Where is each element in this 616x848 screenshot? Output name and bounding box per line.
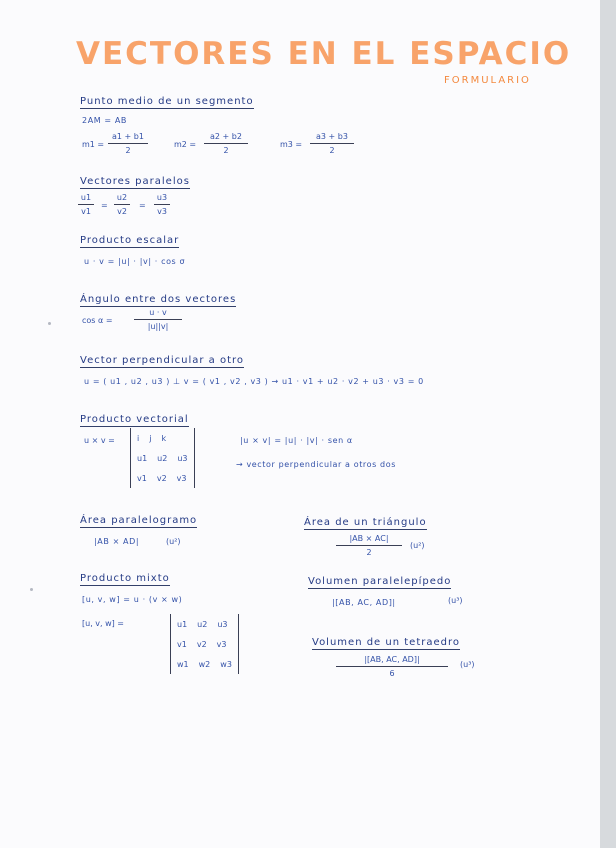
heading-producto-vectorial: Producto vectorial [80,414,189,425]
equals-sign: = [139,201,146,210]
parallelepiped-volume: |[AB, AC, AD]| [332,598,396,607]
matrix-row [137,428,188,448]
matrix-row [177,634,232,654]
triangle-numerator: |AB × AC| [349,534,389,543]
matrix-cell: i [137,433,140,443]
m3-fraction [310,132,354,155]
fraction-bar [310,143,354,144]
matrix-cell: w2 [198,659,211,669]
matrix-row [177,654,232,674]
matrix-cell: v3 [216,639,227,649]
m2-label: m2 = [174,140,197,149]
paper-speck [30,588,33,591]
tetrahedron-denominator: 6 [389,669,395,678]
heading-volumen-paralelepipedo: Volumen paralelepípedo [308,576,452,587]
tetrahedron-unit: (u³) [460,660,475,669]
matrix-cell: k [161,433,167,443]
ratio-1 [78,193,94,216]
m2-denominator: 2 [223,146,229,155]
ratio-3-num: u3 [156,193,168,202]
parallelogram-unit: (u²) [166,537,181,546]
page-subtitle: FORMULARIO [444,75,531,86]
dot-product-formula: u · v = |u| · |v| · cos σ [84,257,186,266]
matrix-cell: v1 [137,473,147,483]
cross-note: → vector perpendicular a otros dos [236,460,396,469]
matrix-cell: u3 [217,619,228,629]
matrix-cell: u1 [177,619,188,629]
ratio-1-num: u1 [80,193,92,202]
matrix-cell: w3 [220,659,232,669]
fraction-bar [204,143,248,144]
angle-lhs: cos α = [82,316,113,325]
m2-numerator: a2 + b2 [210,132,242,141]
fraction-bar [114,204,130,205]
ratio-1-den: v1 [81,207,91,216]
matrix-row [137,468,188,488]
triangle-fraction [336,534,402,557]
m1-fraction [108,132,148,155]
matrix-cell: v1 [177,639,187,649]
angle-numerator: u · v [149,308,167,317]
midpoint-equation: 2AM = AB [82,116,128,125]
angle-denominator: |u||v| [147,322,169,331]
paper-speck [48,322,51,325]
ratio-2-num: u2 [116,193,128,202]
m2-fraction [204,132,248,155]
m3-label: m3 = [280,140,303,149]
triangle-denominator: 2 [366,548,372,557]
cross-determinant [130,428,195,488]
fraction-bar [134,319,182,320]
heading-punto-medio: Punto medio de un segmento [80,96,254,107]
page-title: VECTORES EN EL ESPACIO [76,36,572,72]
parallelogram-area: |AB × AD| [94,537,140,546]
matrix-cell: j [149,433,152,443]
heading-vectores-paralelos: Vectores paralelos [80,176,190,187]
matrix-cell: u3 [177,453,188,463]
parallelepiped-unit: (u³) [448,596,463,605]
m3-denominator: 2 [329,146,335,155]
m3-numerator: a3 + b3 [316,132,348,141]
fraction-bar [78,204,94,205]
m1-numerator: a1 + b1 [112,132,144,141]
matrix-cell: v2 [196,639,207,649]
matrix-cell: u1 [137,453,148,463]
heading-volumen-tetraedro: Volumen de un tetraedro [312,637,460,648]
matrix-cell: w1 [177,659,189,669]
ratio-3-den: v3 [157,207,167,216]
matrix-cell: u2 [157,453,168,463]
heading-area-triangulo: Área de un triángulo [304,517,427,528]
matrix-row [177,614,232,634]
equals-sign: = [101,201,108,210]
fraction-bar [336,545,402,546]
matrix-cell: v2 [156,473,167,483]
triple-determinant [170,614,239,674]
angle-fraction [134,308,182,331]
fraction-bar [336,666,448,667]
tetrahedron-fraction [336,655,448,678]
m1-denominator: 2 [125,146,131,155]
heading-perpendicular: Vector perpendicular a otro [80,355,245,366]
fraction-bar [154,204,170,205]
heading-angulo: Ángulo entre dos vectores [80,294,237,305]
page-edge [600,0,616,848]
triple-product-def: [u, v, w] = u · (v × w) [82,595,183,604]
cross-modulus: |u × v| = |u| · |v| · sen α [240,436,353,445]
heading-producto-mixto: Producto mixto [80,573,170,584]
triangle-unit: (u²) [410,541,425,550]
m1-label: m1 = [82,140,105,149]
ratio-2-den: v2 [117,207,127,216]
tetrahedron-numerator: |[AB, AC, AD]| [364,655,420,664]
heading-area-paralelogramo: Área paralelogramo [80,515,198,526]
perpendicular-formula: u = ( u1 , u2 , u3 ) ⊥ v = ( v1 , v2 , v3 ) → u1 · v1 + u2 · v2 + u3 · v3 = 0 [84,377,424,386]
ratio-3 [154,193,170,216]
ratio-2 [114,193,130,216]
matrix-cell: v3 [176,473,187,483]
matrix-cell: u2 [197,619,208,629]
cross-lhs: u × v = [84,436,115,445]
triple-product-lhs: [u, v, w] = [82,619,125,628]
matrix-row [137,448,188,468]
fraction-bar [108,143,148,144]
heading-producto-escalar: Producto escalar [80,235,180,246]
